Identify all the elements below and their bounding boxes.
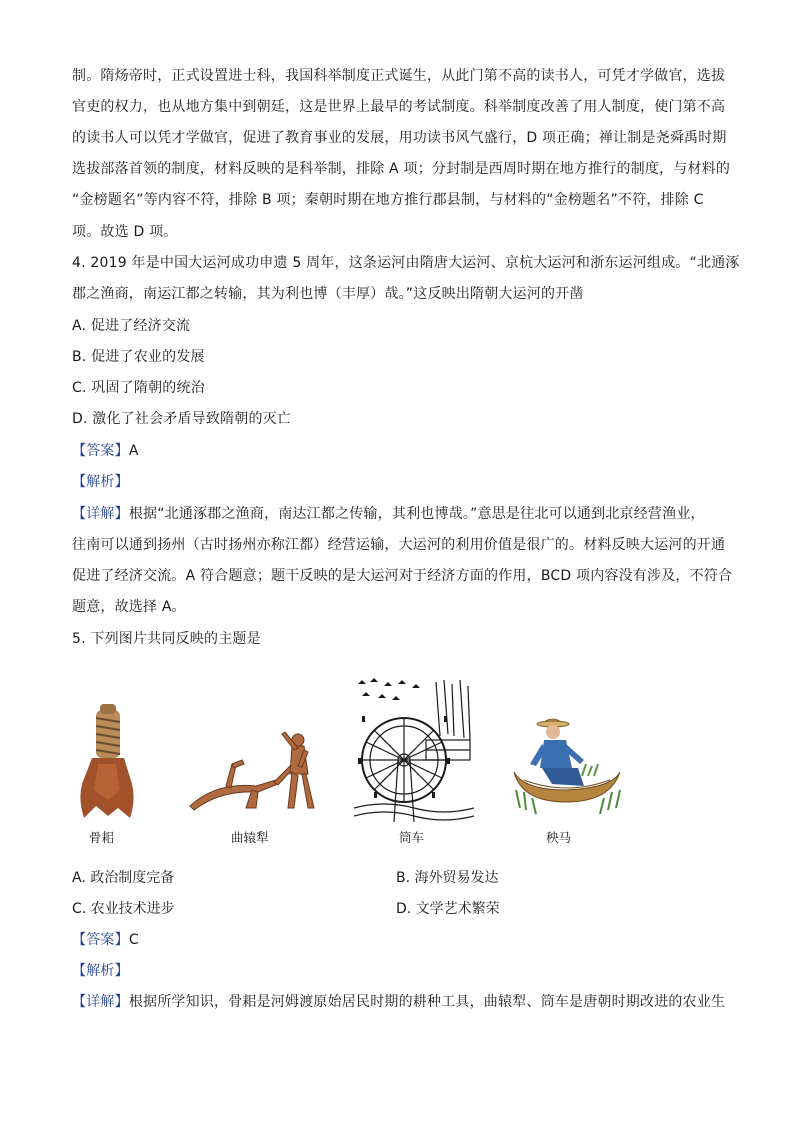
question-4-analysis-label: 【解析】 <box>72 474 129 490</box>
question-5-analysis-label: 【解析】 <box>72 963 129 979</box>
explanation-line: 选拔部落首领的制度，材料反映的是科举制，排除 A 项；分封制是西周时期在地方推行的制度，与材料的 <box>72 161 731 177</box>
question-5-option-a: A. 政治制度完备 <box>72 870 175 886</box>
answer-value: C <box>128 932 139 948</box>
explanation-line: 的读书人可以凭才学做官，促进了教育事业的发展，用功读书风气盛行，D 项正确；禅让制是尧舜禹时期 <box>72 130 727 146</box>
question-4-option-b: B. 促进了农业的发展 <box>72 349 205 365</box>
question-5-stem: 5. 下列图片共同反映的主题是 <box>72 631 261 647</box>
question-4-option-a: A. 促进了经济交流 <box>72 318 191 334</box>
question-5-option-b: B. 海外贸易发达 <box>396 870 499 886</box>
water-wheel-icon <box>354 676 474 824</box>
question-4-detail <box>72 504 705 524</box>
question-4-option-d: D. 激化了社会矛盾导致隋朝的灭亡 <box>72 411 292 427</box>
detail-text: 根据“北通涿郡之渔商，南达江都之传输，其利也博哉。”意思是往北可以通到北京经营渔业， <box>128 506 705 522</box>
question-4-detail-line: 促进了经济交流。A 符合题意；题干反映的是大运河对于经济方面的作用，BCD 项内容没有涉及，不符合 <box>72 568 733 584</box>
question-4-stem: 4. 2019 年是中国大运河成功申遗 5 周年，这条运河由隋唐大运河、京杭大运河和浙东运河组成。“北通涿 <box>72 255 740 271</box>
question-5-detail <box>72 992 725 1012</box>
explanation-line: 项。故选 D 项。 <box>72 224 178 240</box>
explanation-line: 官吏的权力，也从地方集中到朝廷，这是世界上最早的考试制度。科举制度改善了用人制度，使门第不高 <box>72 99 726 115</box>
answer-label: 【答案】 <box>72 932 129 948</box>
answer-value: A <box>128 443 139 459</box>
detail-text: 根据所学知识，骨耜是河姆渡原始居民时期的耕种工具，曲辕犁、筒车是唐朝时期改进的农业生 <box>128 994 726 1010</box>
caption-seedling-horse: 秧马 <box>546 830 572 845</box>
question-4-option-c: C. 巩固了隋朝的统治 <box>72 380 205 396</box>
bone-spade-icon <box>72 700 142 822</box>
caption-bone-spade: 骨耜 <box>89 830 115 845</box>
explanation-line: “金榜题名”等内容不符，排除 B 项；秦朝时期在地方推行郡县制，与材料的“金榜题名”不符，排除 C <box>72 192 704 208</box>
question-5-option-d: D. 文学艺术繁荣 <box>396 901 500 917</box>
question-4-detail-line: 题意，故选择 A。 <box>72 599 186 615</box>
question-4-answer <box>72 441 139 461</box>
curved-plough-icon <box>186 724 326 814</box>
detail-label: 【详解】 <box>72 994 129 1010</box>
caption-curved-plough: 曲辕犁 <box>231 830 269 845</box>
question-4-detail-line: 往南可以通到扬州（古时扬州亦称江都）经营运输，大运河的利用价值是很广的。材料反映大运河的开通 <box>72 537 726 553</box>
question-5-answer <box>72 930 139 950</box>
detail-label: 【详解】 <box>72 506 129 522</box>
question-5-option-c: C. 农业技术进步 <box>72 901 175 917</box>
answer-label: 【答案】 <box>72 443 129 459</box>
seedling-horse-icon <box>512 710 622 822</box>
question-4-stem: 郡之渔商，南运江都之转输，其为利也博（丰厚）哉。”这反映出隋朝大运河的开凿 <box>72 286 584 302</box>
caption-water-wheel: 筒车 <box>399 830 425 845</box>
explanation-line: 制。隋炀帝时，正式设置进士科，我国科举制度正式诞生，从此门第不高的读书人，可凭才学做官，选拔 <box>72 68 726 84</box>
